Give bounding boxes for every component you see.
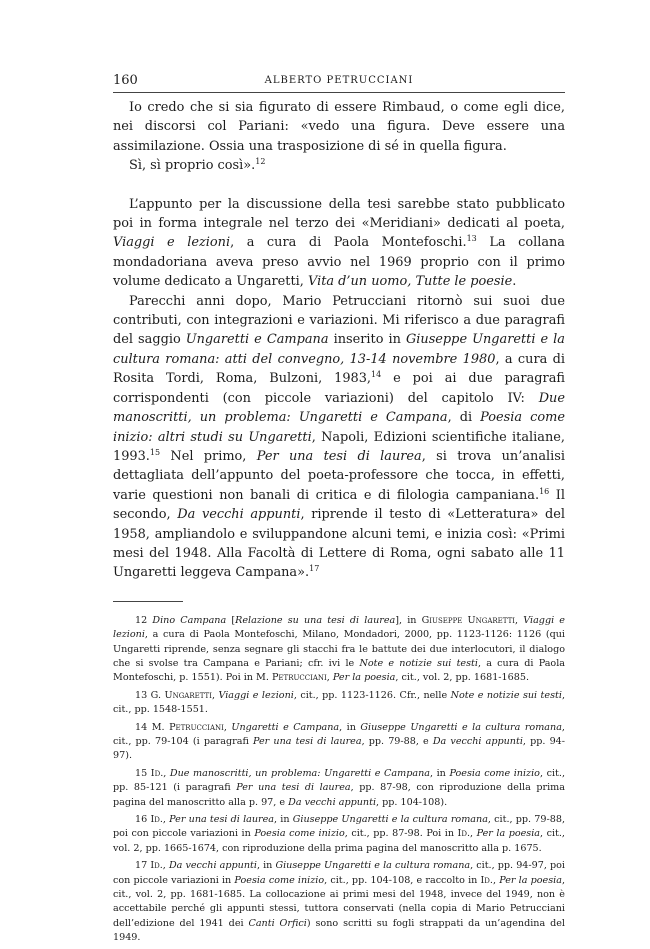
fn-text: , cit., pp. 104-108, e raccolto in	[324, 874, 481, 886]
p1-text-4: .	[512, 274, 517, 290]
p1-text-3: La collana mondadoriana aveva preso avvio nel 1969 proprio con il primo volume dedicato a Ungaretti,	[113, 235, 565, 290]
fn-text: ,	[492, 874, 500, 886]
fn-text: M.	[151, 721, 170, 733]
fn-title: Per la poesia	[332, 672, 396, 684]
p2-text-4: e poi ai due paragrafi corrispondenti (con piccole variazioni) del capitolo IV:	[113, 371, 565, 406]
fn-text: , in	[274, 814, 293, 826]
fn-title: Giuseppe Ungaretti e la cultura romana	[275, 860, 471, 872]
p2-text-9: Il secondo,	[113, 487, 566, 523]
footnote-number: 12	[135, 614, 148, 626]
p2-title-2: Giuseppe Ungaretti e la cultura romana: atti del convegno, 13-14 novembre 1980	[113, 332, 565, 367]
p2-text-5: , di	[447, 410, 481, 426]
fn-text: , cit., vol. 2, pp. 1665-1674, con riproduzione della prima pagina del manoscritto alla p. 1675.	[113, 828, 565, 854]
fn-title: Due manoscritti, un problema: Ungaretti e Campana	[169, 767, 430, 779]
p2-text-3: , a cura di Rosita Tordi, Roma, Bulzoni, 1983,	[113, 351, 565, 387]
footnote-ref-14[interactable]: 14	[371, 370, 382, 380]
fn-text: ,	[470, 828, 477, 840]
fn-text: , a cura di Paola Montefoschi, Milano, Mondadori, 2000, pp. 1123-1126: 1126 (qui Ungaretti riprende, senza segnare gli stacchi fra le battute dei due interlocutori, il dialogo che si svolse tra Campana e Pariani; cfr. ivi le	[113, 629, 565, 669]
p1-title-2: Vita d’un uomo, Tutte le poesie	[307, 274, 513, 290]
fn-author: Ungaretti	[164, 689, 212, 701]
footnote-ref-17[interactable]: 17	[309, 564, 320, 574]
footnote-ref-12[interactable]: 12	[255, 157, 266, 167]
footnote-number: 13	[135, 689, 148, 701]
fn-author: Id.	[150, 767, 164, 779]
p2-text-8: , si trova un’analisi dettagliata dell’appunto del poeta-professore che tocca, in effetti, varie questioni non banali di critica e di filologia campaniana.	[113, 448, 565, 503]
fn-text: , pp. 94-97).	[113, 736, 566, 762]
fn-text: [	[226, 614, 236, 626]
p2-text-1: Parecchi anni dopo, Mario Petrucciani ritornò sui suoi due contributi, con integrazioni e variazioni. Mi riferisco a due paragrafi del saggio	[113, 293, 565, 348]
p2-title-3: Due manoscritti, un problema: Ungaretti e Campana	[113, 390, 565, 426]
running-head: ALBERTO PETRUCCIANI	[264, 75, 414, 86]
fn-text: ,	[211, 689, 219, 701]
paragraph-2	[113, 292, 565, 583]
fn-title: Relazione su una tesi di laurea	[235, 614, 396, 626]
fn-text: , in	[256, 860, 276, 872]
fn-title: Dino Campana	[152, 614, 227, 626]
p2-title-6: Da vecchi appunti	[177, 507, 301, 523]
footnote-number: 16	[135, 814, 148, 826]
fn-text: , cit., pp. 1548-1551.	[113, 689, 565, 716]
fn-text: , cit., pp. 1123-1126. Cfr., nelle	[293, 689, 451, 701]
fn-text: , in	[339, 721, 361, 733]
fn-author: Id.	[150, 814, 163, 826]
fn-text: , cit., pp. 94-97, poi con piccole variazioni in	[113, 860, 565, 886]
fn-text: , pp. 79-88, e	[361, 736, 433, 747]
fn-text: , cit., vol. 2, pp. 1681-1685. La collocazione ai primi mesi del 1948, invece del 1949, non è accettabile perché gli appunti stessi, tuttora conservati (nella copia di Mario Petrucciani dell’edizione del 1941 dei	[113, 874, 565, 929]
p2-text-7: Nel primo,	[160, 448, 257, 464]
footnote-divider	[113, 601, 183, 602]
fn-author: Id.	[150, 860, 163, 872]
p2-text-6: , Napoli, Edizioni scientifiche italiane, 1993.	[113, 429, 565, 464]
footnote-15	[113, 767, 565, 810]
p1-text-1: L’appunto per la discussione della tesi sarebbe stato pubblicato poi in forma integrale nel terzo dei «Meridiani» dedicati al poeta,	[113, 196, 565, 232]
fn-text: , pp. 104-108).	[376, 796, 448, 808]
footnote-13	[113, 689, 565, 718]
p2-title-1: Ungaretti e Campana	[185, 332, 329, 348]
footnote-ref-16[interactable]: 16	[539, 486, 550, 496]
fn-text: ) sono scritti su fogli strappati da un’agendina del 1949.	[113, 917, 565, 944]
fn-author: Id.	[480, 874, 493, 886]
fn-text: , cit., pp. 79-104 (i paragrafi	[113, 721, 565, 747]
p1-title-1: Viaggi e lezioni	[113, 235, 231, 251]
main-text	[113, 98, 565, 949]
fn-title: Giuseppe Ungaretti e la cultura romana	[292, 814, 488, 826]
fn-text: , cit., pp. 79-88, poi con piccole variazioni in	[113, 814, 566, 840]
fn-text: ,	[326, 672, 333, 684]
fn-title: Poesia come inizio	[254, 828, 345, 840]
fn-title: Canti Orfici	[248, 917, 307, 929]
footnote-number: 15	[135, 767, 148, 779]
fn-text: ,	[162, 860, 169, 872]
footnote-number: 14	[135, 721, 148, 733]
fn-text: ,	[162, 814, 170, 826]
fn-title: Note e notizie sui testi	[450, 689, 562, 701]
p2-text-2: inserito in	[328, 332, 406, 348]
fn-text: , in	[429, 767, 450, 779]
fn-text: , pp. 87-98, con riproduzione della prima pagina del manoscritto alla p. 97, e	[113, 782, 565, 808]
footnote-14	[113, 721, 565, 764]
footnote-16	[113, 813, 565, 856]
block-quote	[113, 98, 565, 176]
fn-title: Per una tesi di laurea	[252, 736, 362, 747]
fn-title: Per la poesia	[499, 874, 562, 886]
fn-title: Per una tesi di laurea	[169, 814, 275, 826]
p1-text-2: , a cura di Paola Montefoschi.	[230, 235, 467, 251]
footnote-number: 17	[135, 860, 148, 872]
fn-author: Giuseppe Ungaretti	[421, 614, 516, 626]
fn-author: Id.	[457, 828, 470, 840]
page-number: 160	[113, 73, 138, 88]
page-header	[113, 72, 565, 93]
fn-author: Petrucciani	[271, 672, 327, 684]
fn-text: , cit., pp. 85-121 (i paragrafi	[113, 767, 565, 794]
fn-title: Giuseppe Ungaretti e la cultura romana	[360, 721, 562, 733]
footnote-17	[113, 859, 565, 945]
fn-title: Viaggi e lezioni	[218, 689, 294, 701]
fn-text: ,	[223, 721, 232, 733]
fn-title: Ungaretti e Campana	[231, 721, 340, 733]
fn-title: Per la poesia	[476, 828, 541, 840]
fn-author: Petrucciani	[169, 721, 224, 733]
fn-text: ,	[515, 614, 524, 626]
fn-title: Viaggi e lezioni	[113, 614, 565, 641]
footnotes	[113, 614, 565, 946]
fn-text: , a cura di Paola Montefoschi, p. 1551). Poi in M.	[113, 657, 566, 684]
p2-title-4: Poesia come inizio: altri studi su Ungaretti	[113, 410, 565, 445]
fn-text: ,	[163, 767, 170, 779]
fn-title: Note e notizie sui testi	[359, 657, 478, 669]
fn-text: G.	[150, 689, 165, 701]
p2-title-5: Per una tesi di laurea	[256, 448, 422, 464]
quote-line-2-text: Sì, sì proprio così».	[129, 158, 256, 174]
quote-line-1: Io credo che si sia figurato di essere Rimbaud, o come egli dice, nei discorsi col Pariani: «vedo una figura. Deve essere una assimilazione. Ossia una trasposizione di sé in quella figura.	[113, 100, 565, 154]
fn-title: Per una tesi di laurea	[236, 782, 351, 794]
fn-text: , cit., pp. 87-98. Poi in	[344, 828, 458, 840]
fn-text: , cit., vol. 2, pp. 1681-1685.	[395, 672, 530, 684]
p2-text-10: , riprende il testo di «Letteratura» del 1958, ampliandolo e sviluppandone alcuni temi, e inizia così: «Primi mesi del 1948. Alla Facoltà di Lettere di Roma, ogni sabato alle 11 Ungaretti leggeva Campana».	[113, 507, 566, 581]
fn-text: ], in	[395, 614, 422, 626]
fn-title: Da vecchi appunti	[168, 860, 257, 872]
quote-line-2	[113, 156, 565, 175]
footnote-ref-13[interactable]: 13	[466, 234, 477, 244]
fn-title: Da vecchi appunti	[432, 736, 523, 747]
fn-title: Da vecchi appunti	[288, 796, 377, 808]
paragraph-1	[113, 195, 565, 292]
footnote-ref-15[interactable]: 15	[149, 447, 161, 457]
fn-title: Poesia come inizio	[234, 874, 325, 886]
fn-title: Poesia come inizio	[449, 767, 540, 779]
footnote-12	[113, 614, 565, 686]
